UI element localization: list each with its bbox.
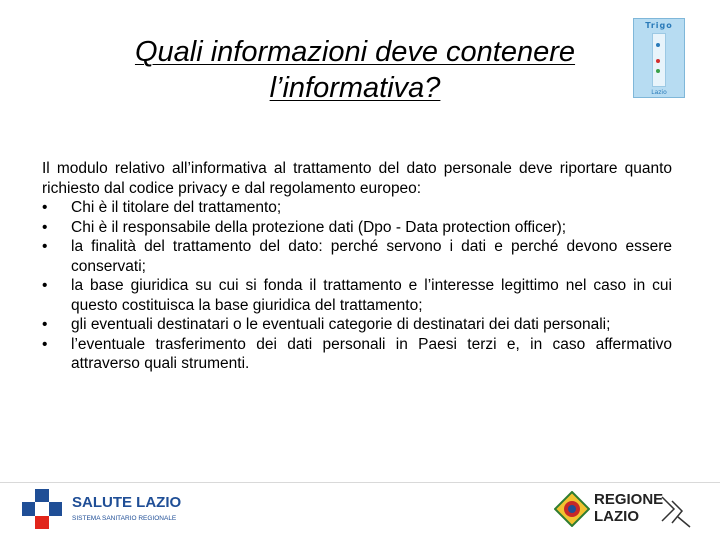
medical-cross-icon xyxy=(22,489,62,529)
trigo-logo-dot-blue xyxy=(656,43,660,47)
regione-emblem-icon xyxy=(554,491,590,527)
list-item-text: l’eventuale trasferimento dei dati personali in Paesi terzi e, in caso affermativo attraverso quali strumenti. xyxy=(71,335,672,372)
trigo-logo xyxy=(633,18,685,98)
salute-lazio-logo xyxy=(22,489,192,531)
list-item-text: la finalità del trattamento del dato: perché servono i dati e perché devono essere conservati; xyxy=(71,238,672,275)
list-item xyxy=(42,218,672,238)
trigo-logo-foot: Lazio xyxy=(651,89,667,96)
list-item xyxy=(42,237,672,276)
body-text xyxy=(42,159,672,374)
list-item-text: Chi è il responsabile della protezione dati (Dpo - Data protection officer); xyxy=(71,218,567,236)
list-item-text: Chi è il titolare del trattamento; xyxy=(71,199,282,216)
regione-lazio-name xyxy=(594,491,663,525)
salute-lazio-name: SALUTE LAZIO xyxy=(72,494,182,511)
footer-divider xyxy=(0,482,720,483)
list-item xyxy=(42,276,672,315)
list-item-text: la base giuridica su cui si fonda il trattamento e l’interesse legittimo nel caso in cui questo costituisca la base giuridica del trattamento; xyxy=(71,277,672,314)
trigo-logo-dot-green xyxy=(656,69,660,73)
trigo-logo-word: Trigo xyxy=(645,21,673,30)
slide-title: Quali informazioni deve contenere l’informativa? xyxy=(134,36,576,104)
bullet-marker: • xyxy=(42,238,48,255)
regione-lazio-logo xyxy=(554,489,694,531)
bullet-marker: • xyxy=(42,335,48,353)
regione-line2: LAZIO xyxy=(594,508,639,525)
bullet-marker: • xyxy=(42,218,48,236)
salute-lazio-subtitle: SISTEMA SANITARIO REGIONALE xyxy=(72,515,177,522)
list-item xyxy=(42,315,672,335)
bullet-marker: • xyxy=(42,316,48,333)
list-item xyxy=(42,335,672,374)
trigo-logo-dot-red xyxy=(656,59,660,63)
regione-deco-icon xyxy=(660,493,692,529)
bullet-list xyxy=(42,198,672,374)
regione-line1: REGIONE xyxy=(594,491,664,508)
list-item xyxy=(42,198,672,218)
bullet-marker: • xyxy=(42,277,48,294)
bullet-marker: • xyxy=(42,199,48,216)
list-item-text: gli eventuali destinatari o le eventuali categorie di destinatari dei dati personali; xyxy=(71,316,611,333)
intro-paragraph: Il modulo relativo all’informativa al trattamento del dato personale deve riportare quanto richiesto dal codice privacy e dal regolamento europeo: xyxy=(42,160,672,197)
